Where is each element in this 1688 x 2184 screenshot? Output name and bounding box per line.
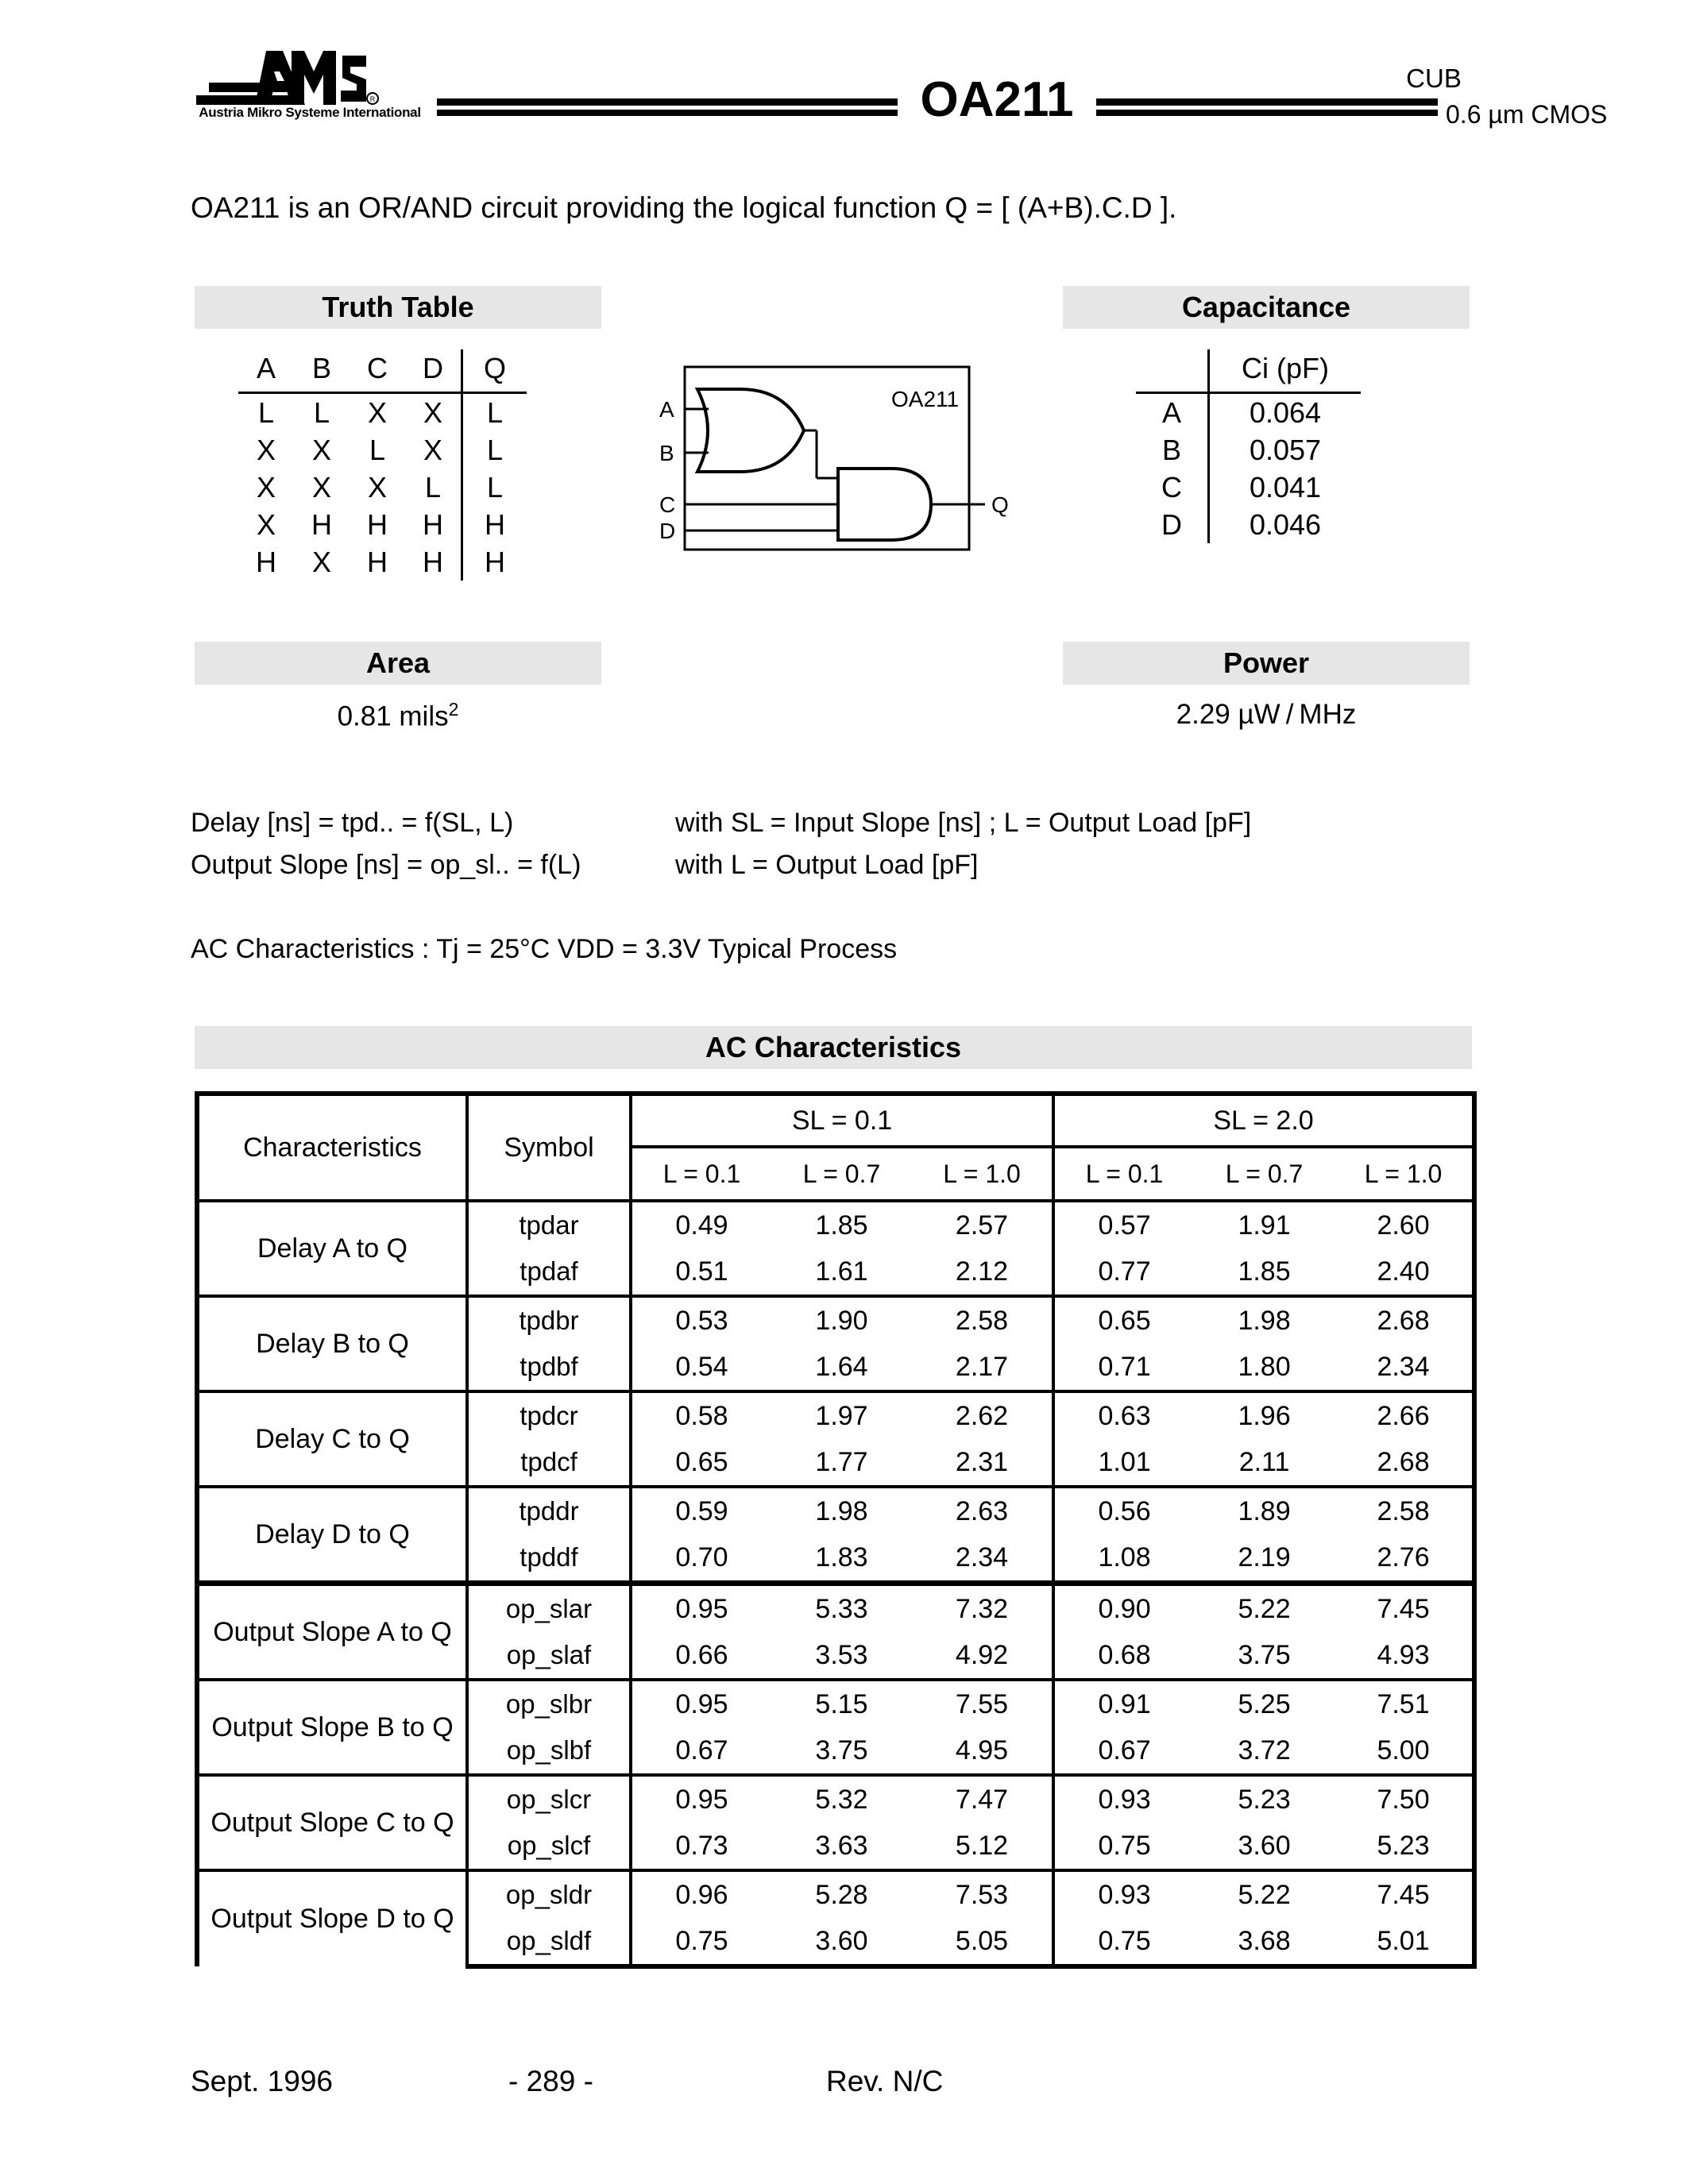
truth-cell: H [256, 545, 276, 578]
ac-value-cell: 0.95 [631, 1584, 771, 1633]
ac-value-cell: 7.55 [912, 1680, 1053, 1727]
ac-value-cell: 2.66 [1335, 1391, 1474, 1439]
ac-characteristic-label: Delay C to Q [197, 1391, 467, 1487]
ac-value-cell: 4.95 [912, 1727, 1053, 1775]
ac-value-cell: 2.57 [912, 1201, 1053, 1248]
ac-table-row [197, 1391, 1474, 1439]
ac-value-cell: 0.51 [675, 1256, 728, 1287]
truth-cell: L [369, 433, 386, 466]
capacitance-row [1136, 393, 1361, 432]
ac-load-header: L = 0.1 [631, 1147, 771, 1201]
truth-header-c: C [350, 349, 405, 393]
ams-logo [179, 40, 441, 127]
ac-value-cell: 0.75 [1098, 1830, 1151, 1861]
truth-table-container [238, 349, 572, 581]
ac-symbol: op_slbf [467, 1727, 631, 1775]
ac-symbol: op_sldf [467, 1918, 631, 1966]
ac-value-cell: 0.70 [675, 1542, 728, 1572]
ac-value-cell: 0.93 [1053, 1775, 1194, 1823]
ac-characteristic-label: Output Slope A to Q [197, 1584, 467, 1680]
ac-value-cell: 0.95 [631, 1680, 771, 1727]
ac-value-cell: 0.96 [631, 1870, 771, 1918]
capacitance-row [1136, 431, 1361, 469]
ac-symbol: tpdbf [467, 1344, 631, 1391]
truth-table-row [238, 506, 527, 543]
footer-date: Sept. 1996 [191, 2065, 333, 2097]
ac-symbol: op_slar [467, 1584, 631, 1633]
ac-characteristic-label: Delay B to Q [197, 1296, 467, 1391]
truth-cell: X [256, 433, 276, 466]
definition-delay-row [191, 802, 1252, 844]
ac-value-cell: 0.56 [1053, 1487, 1194, 1534]
ac-value-cell: 1.96 [1194, 1391, 1335, 1439]
truth-cell: L [462, 469, 527, 506]
ac-value-cell: 0.54 [675, 1351, 728, 1382]
definition-delay-left: Delay [ns] = tpd.. = f(SL, L) [191, 808, 514, 838]
truth-table-row [238, 393, 527, 432]
truth-cell: H [462, 543, 527, 581]
truth-cell: X [423, 396, 442, 429]
diagram-input-d-label: D [659, 519, 676, 543]
ac-symbol: op_slcf [467, 1823, 631, 1870]
ac-value-cell: 1.77 [815, 1446, 868, 1477]
truth-cell: H [462, 506, 527, 543]
page-title: OA211 [920, 72, 1074, 127]
ac-header-row-group [197, 1094, 1474, 1147]
ac-value-cell: 0.49 [675, 1210, 728, 1241]
ac-table-row [197, 1870, 1474, 1918]
ac-symbol: op_sldr [467, 1870, 631, 1918]
ac-value-cell: 3.60 [1238, 1830, 1291, 1861]
ac-table-row [197, 1296, 1474, 1344]
definition-slope-right: with L = Output Load [pF] [675, 850, 979, 880]
header-rule-right-bottom [1096, 110, 1438, 116]
footer-page: - 289 - [508, 2065, 593, 2097]
capacitance-pin: C [1161, 470, 1182, 504]
truth-cell: L [462, 393, 527, 432]
ac-table-row [197, 1680, 1474, 1727]
truth-cell: X [311, 545, 331, 578]
ac-value-cell: 2.68 [1335, 1439, 1474, 1487]
ac-value-cell: 5.28 [771, 1870, 912, 1918]
logic-diagram-svg [635, 357, 1033, 572]
ac-value-cell: 5.32 [771, 1775, 912, 1823]
ac-symbol: op_slbr [467, 1680, 631, 1727]
ac-value-cell: 1.83 [815, 1542, 868, 1572]
truth-cell: X [256, 507, 276, 541]
definitions-block [191, 802, 1252, 886]
ac-value-cell: 0.93 [1053, 1870, 1194, 1918]
ac-symbol: tpdaf [467, 1248, 631, 1296]
ac-value-cell: 2.40 [1335, 1248, 1474, 1296]
truth-table-row [238, 543, 527, 581]
capacitance-value: 0.057 [1209, 431, 1362, 469]
ac-value-cell: 5.33 [771, 1584, 912, 1633]
header-rule-right [1096, 98, 1438, 116]
ac-value-cell: 7.50 [1335, 1775, 1474, 1823]
ac-characteristic-label: Delay A to Q [197, 1201, 467, 1296]
ac-value-cell: 3.60 [771, 1918, 912, 1966]
ac-symbol: op_slcr [467, 1775, 631, 1823]
ac-value-cell: 3.68 [1194, 1918, 1335, 1966]
section-header-truth-table: Truth Table [195, 286, 601, 329]
ac-table-row [197, 1201, 1474, 1248]
ac-value-cell: 0.59 [631, 1487, 771, 1534]
ac-value-cell: 2.60 [1335, 1201, 1474, 1248]
ac-value-cell: 1.61 [815, 1256, 868, 1287]
capacitance-table-container [1136, 349, 1361, 543]
ac-value-cell: 3.72 [1238, 1734, 1291, 1765]
truth-table-header-row [238, 349, 527, 393]
ac-value-cell: 2.76 [1335, 1534, 1474, 1584]
truth-cell: X [367, 470, 387, 504]
ac-symbol: tpddf [467, 1534, 631, 1584]
ac-value-cell: 2.58 [1335, 1487, 1474, 1534]
truth-cell: H [367, 507, 388, 541]
capacitance-header-row [1136, 349, 1361, 393]
truth-cell: H [423, 545, 443, 578]
ac-value-cell: 5.23 [1335, 1823, 1474, 1870]
diagram-input-a-label: A [659, 397, 674, 422]
ac-value-cell: 1.85 [1238, 1256, 1291, 1287]
logic-diagram [635, 357, 1033, 572]
ac-value-cell: 5.22 [1194, 1584, 1335, 1633]
definition-slope-row [191, 844, 979, 886]
truth-cell: H [367, 545, 388, 578]
capacitance-header-ci: Ci (pF) [1209, 349, 1362, 393]
ac-load-header: L = 0.7 [771, 1147, 912, 1201]
page-header [179, 32, 1608, 129]
truth-cell: X [256, 470, 276, 504]
ac-value-cell: 2.11 [1238, 1446, 1290, 1477]
section-header-area: Area [195, 642, 601, 685]
ac-value-cell: 5.01 [1335, 1918, 1474, 1966]
ac-value-cell: 0.91 [1053, 1680, 1194, 1727]
ac-value-cell: 7.47 [912, 1775, 1053, 1823]
ac-value-cell: 0.75 [1053, 1918, 1194, 1966]
ac-value-cell: 2.19 [1238, 1542, 1291, 1572]
ac-value-cell: 1.08 [1098, 1542, 1151, 1572]
ac-load-header: L = 0.1 [1053, 1147, 1194, 1201]
ac-value-cell: 0.71 [1098, 1351, 1151, 1382]
ac-value-cell: 1.98 [1194, 1296, 1335, 1344]
ac-value-cell: 5.15 [771, 1680, 912, 1727]
ac-value-cell: 5.05 [912, 1918, 1053, 1966]
ac-value-cell: 0.75 [631, 1918, 771, 1966]
process-label: 0.6 µm CMOS [1446, 100, 1608, 129]
diagram-input-c-label: C [659, 492, 676, 517]
intro-description: OA211 is an OR/AND circuit providing the logical function Q = [ (A+B).C.D ]. [191, 191, 1177, 224]
definition-delay-right: with SL = Input Slope [ns] ; L = Output Load [pF] [675, 808, 1252, 838]
ac-value-cell: 1.90 [771, 1296, 912, 1344]
truth-cell: X [311, 433, 331, 466]
capacitance-pin: B [1161, 433, 1181, 466]
truth-cell: L [424, 470, 442, 504]
ac-col-symbol: Symbol [467, 1094, 631, 1201]
truth-cell: L [462, 431, 527, 469]
ac-value-cell: 0.73 [675, 1830, 728, 1861]
truth-cell: X [311, 470, 331, 504]
truth-cell: H [423, 507, 443, 541]
ac-value-cell: 2.31 [912, 1439, 1053, 1487]
ac-value-cell: 2.63 [912, 1487, 1053, 1534]
ac-col-characteristics: Characteristics [197, 1094, 467, 1201]
ac-load-header: L = 0.7 [1194, 1147, 1335, 1201]
ac-symbol: tpdcr [467, 1391, 631, 1439]
ac-load-header: L = 1.0 [1335, 1147, 1474, 1201]
ac-value-cell: 5.22 [1194, 1870, 1335, 1918]
ac-value-cell: 1.01 [1098, 1446, 1151, 1477]
truth-table-row [238, 431, 527, 469]
logo-tagline: Austria Mikro Systeme International [199, 105, 421, 120]
area-exponent: 2 [448, 699, 459, 720]
truth-header-a: A [238, 349, 294, 393]
capacitance-pin: A [1161, 396, 1181, 429]
ac-value-cell: 5.25 [1194, 1680, 1335, 1727]
capacitance-value: 0.046 [1209, 506, 1362, 543]
ac-conditions: AC Characteristics : Tj = 25°C VDD = 3.3V Typical Process [191, 934, 898, 964]
definition-slope-left: Output Slope [ns] = op_sl.. = f(L) [191, 850, 581, 880]
truth-header-d: D [405, 349, 462, 393]
area-number: 0.81 mils [337, 700, 449, 732]
ac-value-cell: 3.53 [815, 1639, 868, 1670]
diagram-block-label: OA211 [891, 387, 960, 411]
ac-value-cell: 1.89 [1194, 1487, 1335, 1534]
truth-cell: X [367, 396, 387, 429]
ac-value-cell: 0.67 [675, 1734, 728, 1765]
truth-cell: L [313, 396, 330, 429]
ac-value-cell: 2.68 [1335, 1296, 1474, 1344]
section-header-power: Power [1063, 642, 1470, 685]
ac-group-header: SL = 0.1 [631, 1094, 1053, 1147]
ac-value-cell: 5.23 [1194, 1775, 1335, 1823]
truth-table-row [238, 469, 527, 506]
ac-symbol: op_slaf [467, 1632, 631, 1680]
ac-characteristic-label: Output Slope B to Q [197, 1680, 467, 1775]
power-value: 2.29 µW / MHz [1176, 699, 1357, 730]
area-value [195, 699, 601, 733]
page-footer [0, 2065, 1688, 2113]
truth-cell: X [423, 433, 442, 466]
ac-value-cell: 7.32 [912, 1584, 1053, 1633]
header-rule-left-top [437, 98, 898, 106]
truth-header-b: B [294, 349, 350, 393]
ac-table-row [197, 1775, 1474, 1823]
ac-value-cell: 0.66 [675, 1639, 728, 1670]
ac-value-cell: 0.65 [675, 1446, 728, 1477]
footer-revision: Rev. N/C [826, 2065, 944, 2097]
diagram-output-q-label: Q [991, 492, 1009, 517]
ac-value-cell: 0.77 [1098, 1256, 1151, 1287]
ac-characteristic-label: Delay D to Q [197, 1487, 467, 1584]
ac-symbol: tpdbr [467, 1296, 631, 1344]
ac-value-cell: 0.57 [1098, 1210, 1151, 1241]
ac-symbol: tpdcf [467, 1439, 631, 1487]
svg-text:R: R [369, 95, 376, 103]
truth-header-q: Q [462, 349, 527, 393]
ac-value-cell: 7.51 [1335, 1680, 1474, 1727]
ac-value-cell: 7.45 [1335, 1584, 1474, 1633]
ac-value-cell: 1.64 [815, 1351, 868, 1382]
section-header-capacitance: Capacitance [1063, 286, 1470, 329]
ac-characteristics-table [195, 1091, 1477, 1969]
ac-table-row [197, 1487, 1474, 1534]
ac-value-cell: 1.85 [815, 1210, 868, 1241]
ac-value-cell: 7.45 [1335, 1870, 1474, 1918]
ac-value-cell: 4.93 [1335, 1632, 1474, 1680]
ac-value-cell: 0.63 [1053, 1391, 1194, 1439]
truth-cell: L [257, 396, 275, 429]
ac-value-cell: 2.34 [1335, 1344, 1474, 1391]
capacitance-table [1136, 349, 1361, 543]
ac-value-cell: 0.65 [1053, 1296, 1194, 1344]
ac-table-row [197, 1584, 1474, 1633]
ac-value-cell: 3.63 [815, 1830, 868, 1861]
section-header-ac: AC Characteristics [195, 1026, 1472, 1069]
ac-characteristic-label: Output Slope C to Q [197, 1775, 467, 1870]
ac-value-cell: 3.75 [815, 1734, 868, 1765]
capacitance-header-blank [1136, 349, 1209, 393]
ac-value-cell: 0.58 [631, 1391, 771, 1439]
ac-value-cell: 0.90 [1053, 1584, 1194, 1633]
capacitance-row [1136, 469, 1361, 506]
family-label: CUB [1406, 64, 1462, 93]
ac-value-cell: 1.91 [1238, 1210, 1291, 1241]
ac-value-cell: 0.67 [1098, 1734, 1151, 1765]
diagram-input-b-label: B [659, 441, 674, 465]
capacitance-value: 0.064 [1209, 393, 1362, 432]
ac-symbol: tpddr [467, 1487, 631, 1534]
ac-value-cell: 0.95 [631, 1775, 771, 1823]
ac-symbol: tpdar [467, 1201, 631, 1248]
ac-value-cell: 2.58 [912, 1296, 1053, 1344]
ac-value-cell: 5.12 [912, 1823, 1053, 1870]
ac-value-cell: 2.34 [912, 1534, 1053, 1584]
header-rule-right-top [1096, 98, 1438, 106]
truth-cell: H [311, 507, 332, 541]
ac-value-cell: 4.92 [912, 1632, 1053, 1680]
ac-value-cell: 1.80 [1238, 1351, 1291, 1382]
ac-value-cell: 2.12 [912, 1248, 1053, 1296]
ac-load-header: L = 1.0 [912, 1147, 1053, 1201]
ac-value-cell: 2.62 [912, 1391, 1053, 1439]
capacitance-row [1136, 506, 1361, 543]
ac-value-cell: 1.98 [771, 1487, 912, 1534]
ac-value-cell: 5.00 [1335, 1727, 1474, 1775]
ams-logo-mark [179, 40, 441, 111]
capacitance-pin: D [1161, 507, 1182, 541]
ac-value-cell: 3.75 [1238, 1639, 1291, 1670]
ac-characteristic-label: Output Slope D to Q [197, 1870, 467, 1966]
capacitance-value: 0.041 [1209, 469, 1362, 506]
ac-value-cell: 0.68 [1098, 1639, 1151, 1670]
ac-value-cell: 7.53 [912, 1870, 1053, 1918]
header-rule-left [437, 98, 898, 116]
ac-value-cell: 2.17 [912, 1344, 1053, 1391]
truth-table [238, 349, 527, 581]
header-rule-left-bottom [437, 110, 898, 116]
ac-value-cell: 1.97 [771, 1391, 912, 1439]
ac-group-header: SL = 2.0 [1053, 1094, 1474, 1147]
ac-value-cell: 0.53 [631, 1296, 771, 1344]
